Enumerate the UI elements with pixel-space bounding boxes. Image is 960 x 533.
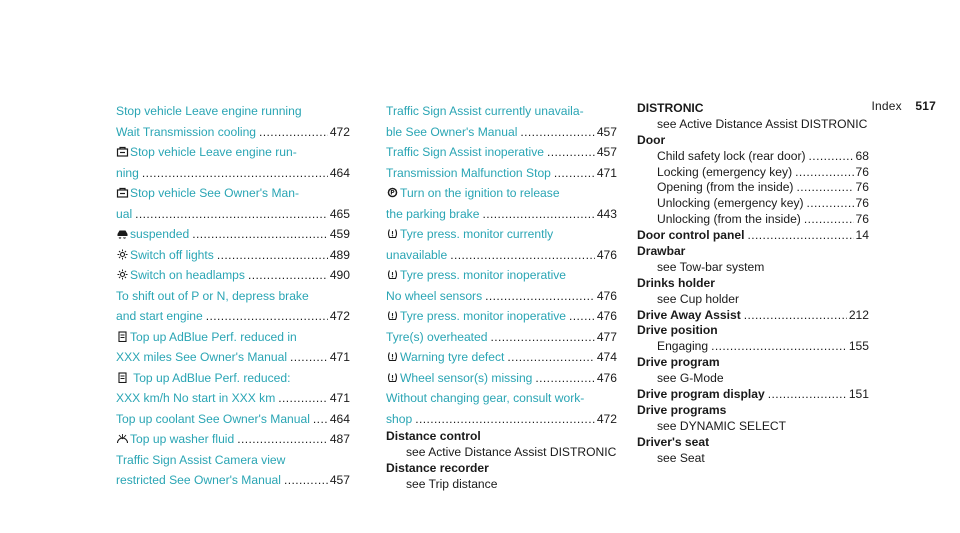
message-line xyxy=(386,245,617,266)
message-line xyxy=(116,122,350,143)
index-heading xyxy=(386,429,617,445)
leader-dots xyxy=(237,429,328,450)
message-label: the parking brake xyxy=(386,206,480,221)
message-label: Warning tyre defect xyxy=(400,350,505,364)
index-subentry-text: Unlocking (emergency key) xyxy=(657,196,804,211)
leader-dots xyxy=(415,409,595,430)
message-line xyxy=(116,142,350,163)
message-label: restricted See Owner's Manual xyxy=(116,473,281,487)
index-heading xyxy=(637,308,869,324)
leader-dots xyxy=(507,347,594,368)
leader-dots xyxy=(206,306,328,327)
leader-dots xyxy=(804,212,854,228)
message-line xyxy=(386,142,617,163)
page-header-title: Index xyxy=(871,99,902,113)
leader-dots xyxy=(278,388,328,409)
washer-icon xyxy=(116,433,129,444)
message-label: shop xyxy=(386,411,413,426)
message-text[interactable] xyxy=(116,347,287,368)
index-heading-text: Drive program xyxy=(637,355,720,370)
index-subentry xyxy=(637,212,869,228)
page-reference[interactable]: 68 xyxy=(855,148,869,163)
message-label: XXX miles See Owner's Manual xyxy=(116,350,288,364)
message-text[interactable] xyxy=(116,224,189,245)
index-subentry xyxy=(637,292,869,308)
page-reference[interactable]: 76 xyxy=(855,212,869,227)
message-text[interactable] xyxy=(386,327,488,348)
message-label: Transmission Malfunction Stop xyxy=(386,165,551,180)
adblue-icon xyxy=(116,372,129,383)
page-reference[interactable]: 76 xyxy=(855,180,869,195)
index-heading xyxy=(637,323,869,339)
message-label: Tyre(s) overheated xyxy=(386,329,488,344)
index-subentry-text: Engaging xyxy=(657,339,709,354)
leader-dots xyxy=(192,224,328,245)
message-label: Tyre press. monitor inoperative xyxy=(400,268,567,282)
light-icon xyxy=(116,269,129,280)
index-subentry-text: see Trip distance xyxy=(406,476,498,491)
index-column-3 xyxy=(637,101,869,466)
message-line xyxy=(116,163,350,184)
message-label: Top up washer fluid xyxy=(130,432,235,446)
message-text[interactable] xyxy=(386,388,584,409)
message-text[interactable] xyxy=(116,183,299,204)
leader-dots xyxy=(142,163,328,184)
index-subentry xyxy=(637,165,869,181)
index-subentry-text: see DYNAMIC SELECT xyxy=(657,418,787,433)
page-reference[interactable]: 476 xyxy=(596,309,617,323)
index-heading-text: Distance recorder xyxy=(386,460,489,475)
index-subentry-text: Child safety lock (rear door) xyxy=(657,148,806,163)
message-text[interactable] xyxy=(386,163,551,184)
index-subentry xyxy=(637,180,869,196)
message-label: ning xyxy=(116,165,139,180)
leader-dots xyxy=(248,265,328,286)
index-heading-text: Distance control xyxy=(386,429,481,443)
index-subentry xyxy=(637,419,869,435)
message-line xyxy=(116,429,350,450)
page-reference[interactable]: 464 xyxy=(329,411,350,426)
page-reference[interactable]: 477 xyxy=(596,329,617,344)
message-text[interactable] xyxy=(116,286,309,307)
message-line xyxy=(386,122,617,143)
index-subentry-text: Opening (from the inside) xyxy=(657,180,794,195)
leader-dots xyxy=(554,163,595,184)
svg-text:P: P xyxy=(390,189,395,197)
leader-dots xyxy=(809,149,854,165)
index-heading xyxy=(386,461,617,477)
leader-dots xyxy=(547,142,595,163)
message-line xyxy=(116,204,350,225)
page-reference[interactable]: 151 xyxy=(848,387,869,402)
page-reference[interactable]: 465 xyxy=(329,206,350,221)
message-label: Traffic Sign Assist Camera view xyxy=(116,452,286,467)
message-label: unavailable xyxy=(386,247,448,262)
page-reference[interactable]: 76 xyxy=(855,196,869,211)
message-text[interactable] xyxy=(386,306,566,327)
message-label: Stop vehicle See Owner's Man- xyxy=(130,186,300,200)
message-label: Switch off lights xyxy=(130,247,214,262)
page-reference[interactable]: 155 xyxy=(848,339,869,354)
adblue-icon xyxy=(116,331,129,342)
leader-dots xyxy=(217,245,328,266)
index-heading-text: Driver's seat xyxy=(637,434,710,449)
message-label: ual xyxy=(116,206,133,221)
page-reference[interactable]: 76 xyxy=(855,164,869,179)
index-subentry-text: see Tow-bar system xyxy=(657,259,765,274)
leader-dots xyxy=(744,308,847,324)
index-heading xyxy=(637,133,869,149)
message-line xyxy=(386,183,617,204)
message-label: Top up AdBlue Perf. reduced in xyxy=(130,329,297,344)
page-reference[interactable]: 472 xyxy=(596,411,617,426)
message-label: No wheel sensors xyxy=(386,288,483,303)
message-line xyxy=(386,101,617,122)
dtc-icon xyxy=(116,187,129,198)
index-heading-text: Door control panel xyxy=(637,228,745,243)
dtc-icon xyxy=(116,146,129,157)
page-reference[interactable]: 472 xyxy=(329,309,350,323)
car-skid-icon xyxy=(116,228,129,239)
leader-dots xyxy=(569,306,595,327)
message-text[interactable] xyxy=(386,183,560,204)
message-text[interactable] xyxy=(386,265,566,286)
message-line xyxy=(386,409,617,430)
message-label: Traffic Sign Assist inoperative xyxy=(386,145,544,159)
page-reference[interactable]: 476 xyxy=(596,370,617,385)
page-reference[interactable]: 471 xyxy=(329,391,350,405)
message-label: XXX km/h No start in XXX km xyxy=(116,391,276,405)
message-line xyxy=(116,409,350,430)
light-icon xyxy=(116,249,129,260)
message-text[interactable] xyxy=(386,122,517,143)
page-reference[interactable]: 476 xyxy=(596,247,617,262)
index-heading-text: DISTRONIC xyxy=(637,101,704,115)
message-line xyxy=(116,388,350,409)
tyre-icon xyxy=(386,310,399,321)
message-text[interactable] xyxy=(116,327,297,348)
index-subentry-text: see Active Distance Assist DISTRONIC xyxy=(657,116,868,131)
index-heading-text: Drive position xyxy=(637,323,718,338)
message-label: and start engine xyxy=(116,309,203,323)
message-line xyxy=(386,286,617,307)
page-reference[interactable]: 459 xyxy=(329,227,350,241)
tyre-icon xyxy=(386,351,399,362)
index-subentry xyxy=(386,445,617,461)
tyre-icon xyxy=(386,228,399,239)
index-subentry-text: see Cup holder xyxy=(657,291,740,306)
message-text[interactable] xyxy=(386,409,412,430)
message-line xyxy=(386,368,617,389)
index-heading-text: Drive programs xyxy=(637,402,727,417)
message-line xyxy=(386,265,617,286)
message-line xyxy=(116,286,350,307)
message-text[interactable] xyxy=(116,204,132,225)
message-label: Top up AdBlue Perf. reduced: xyxy=(130,370,291,385)
page-reference[interactable]: 490 xyxy=(329,268,350,282)
index-heading-text: Drive Away Assist xyxy=(637,307,741,322)
message-line xyxy=(116,183,350,204)
leader-dots xyxy=(485,286,595,307)
message-text[interactable] xyxy=(386,368,532,389)
index-heading xyxy=(637,101,869,117)
tyre-icon xyxy=(386,269,399,280)
index-heading xyxy=(637,276,869,292)
page-reference[interactable]: 474 xyxy=(596,350,617,364)
message-text[interactable] xyxy=(116,163,139,184)
message-label: Tyre press. monitor inoperative xyxy=(400,309,567,323)
index-subentry-text: see G-Mode xyxy=(657,371,724,386)
index-subentry-text: Locking (emergency key) xyxy=(657,164,793,179)
index-heading-text: Drive program display xyxy=(637,387,765,402)
message-line xyxy=(116,224,350,245)
page-reference[interactable]: 14 xyxy=(855,228,869,243)
message-line xyxy=(386,388,617,409)
tyre-icon xyxy=(386,372,399,383)
message-line xyxy=(116,470,350,491)
index-heading xyxy=(637,244,869,260)
leader-dots xyxy=(796,180,853,196)
message-text[interactable] xyxy=(116,470,281,491)
message-text[interactable] xyxy=(386,286,482,307)
message-line xyxy=(116,265,350,286)
leader-dots xyxy=(491,327,595,348)
message-line xyxy=(386,347,617,368)
leader-dots xyxy=(768,387,847,403)
index-subentry xyxy=(637,260,869,276)
message-text[interactable] xyxy=(116,142,297,163)
message-line xyxy=(386,306,617,327)
page-reference[interactable]: 212 xyxy=(848,307,869,322)
index-subentry xyxy=(637,371,869,387)
message-text[interactable] xyxy=(116,409,310,430)
message-line xyxy=(116,450,350,471)
message-label: Tyre press. monitor currently xyxy=(400,227,554,241)
leader-dots xyxy=(135,204,328,225)
index-heading xyxy=(637,228,869,244)
brake-icon xyxy=(386,187,399,198)
index-heading xyxy=(637,435,869,451)
leader-dots xyxy=(259,122,328,143)
message-text[interactable] xyxy=(386,245,447,266)
message-text[interactable] xyxy=(386,204,479,225)
message-label: ble See Owner's Manual xyxy=(386,124,518,139)
index-subentry xyxy=(637,117,869,133)
message-text[interactable] xyxy=(386,101,584,122)
leader-dots xyxy=(450,245,595,266)
page-reference[interactable]: 464 xyxy=(329,165,350,180)
message-text[interactable] xyxy=(116,265,245,286)
message-text[interactable] xyxy=(116,368,290,389)
message-text[interactable] xyxy=(116,306,203,327)
message-label: Wait Transmission cooling xyxy=(116,124,257,139)
message-label: Traffic Sign Assist currently unavaila- xyxy=(386,104,584,118)
page-header xyxy=(871,99,936,113)
index-heading xyxy=(637,387,869,403)
index-heading-text: Drinks holder xyxy=(637,275,715,290)
message-label: Stop vehicle Leave engine run- xyxy=(130,145,297,159)
page-reference[interactable]: 443 xyxy=(596,206,617,221)
index-subentry-text: see Seat xyxy=(657,450,705,465)
message-text[interactable] xyxy=(116,122,256,143)
page-reference[interactable]: 457 xyxy=(329,473,350,487)
message-line xyxy=(386,204,617,225)
leader-dots xyxy=(807,196,854,212)
message-text[interactable] xyxy=(116,101,302,122)
message-label: Wheel sensor(s) missing xyxy=(400,370,533,385)
message-line xyxy=(116,368,350,389)
page-reference[interactable]: 471 xyxy=(596,165,617,180)
leader-dots xyxy=(711,339,847,355)
message-text[interactable] xyxy=(386,142,544,163)
message-label: Without changing gear, consult work- xyxy=(386,391,585,405)
message-label: Stop vehicle Leave engine running xyxy=(116,104,302,118)
message-line xyxy=(116,347,350,368)
index-column-1 xyxy=(116,101,350,491)
message-line xyxy=(116,306,350,327)
leader-dots xyxy=(795,165,853,181)
message-line xyxy=(116,245,350,266)
index-heading-text: Door xyxy=(637,132,666,147)
message-line xyxy=(116,101,350,122)
index-subentry xyxy=(386,477,617,493)
index-heading xyxy=(637,403,869,419)
index-subentry xyxy=(637,149,869,165)
message-label: Top up coolant See Owner's Manual xyxy=(116,411,310,426)
message-label: To shift out of P or N, depress brake xyxy=(116,288,309,303)
index-heading-text: Drawbar xyxy=(637,244,686,259)
index-heading xyxy=(637,355,869,371)
leader-dots xyxy=(290,347,328,368)
leader-dots xyxy=(313,409,328,430)
leader-dots xyxy=(482,204,594,225)
page-reference[interactable]: 487 xyxy=(329,432,350,446)
message-label: Turn on the ignition to release xyxy=(400,186,560,200)
message-text[interactable] xyxy=(386,347,504,368)
index-column-2 xyxy=(386,101,617,493)
page-reference[interactable]: 489 xyxy=(329,247,350,262)
index-subentry-text: see Active Distance Assist DISTRONIC xyxy=(406,444,617,459)
leader-dots xyxy=(748,228,854,244)
message-line xyxy=(386,163,617,184)
index-subentry-text: Unlocking (from the inside) xyxy=(657,212,801,227)
page-reference[interactable]: 457 xyxy=(596,145,617,159)
leader-dots xyxy=(535,368,594,389)
message-text[interactable] xyxy=(116,450,285,471)
message-text[interactable] xyxy=(116,388,275,409)
message-line xyxy=(386,224,617,245)
message-text[interactable] xyxy=(116,245,214,266)
page-reference[interactable]: 476 xyxy=(596,288,617,303)
page-number: 517 xyxy=(915,99,936,113)
page-reference[interactable]: 472 xyxy=(329,124,350,139)
leader-dots xyxy=(520,122,594,143)
leader-dots xyxy=(284,470,328,491)
index-subentry xyxy=(637,339,869,355)
message-text[interactable] xyxy=(386,224,553,245)
page-reference[interactable]: 457 xyxy=(596,124,617,139)
message-line xyxy=(386,327,617,348)
index-subentry xyxy=(637,451,869,467)
index-subentry xyxy=(637,196,869,212)
page-reference[interactable]: 471 xyxy=(329,350,350,364)
message-text[interactable] xyxy=(116,429,234,450)
message-label: Switch on headlamps xyxy=(130,268,245,282)
message-label: suspended xyxy=(130,227,190,241)
message-line xyxy=(116,327,350,348)
